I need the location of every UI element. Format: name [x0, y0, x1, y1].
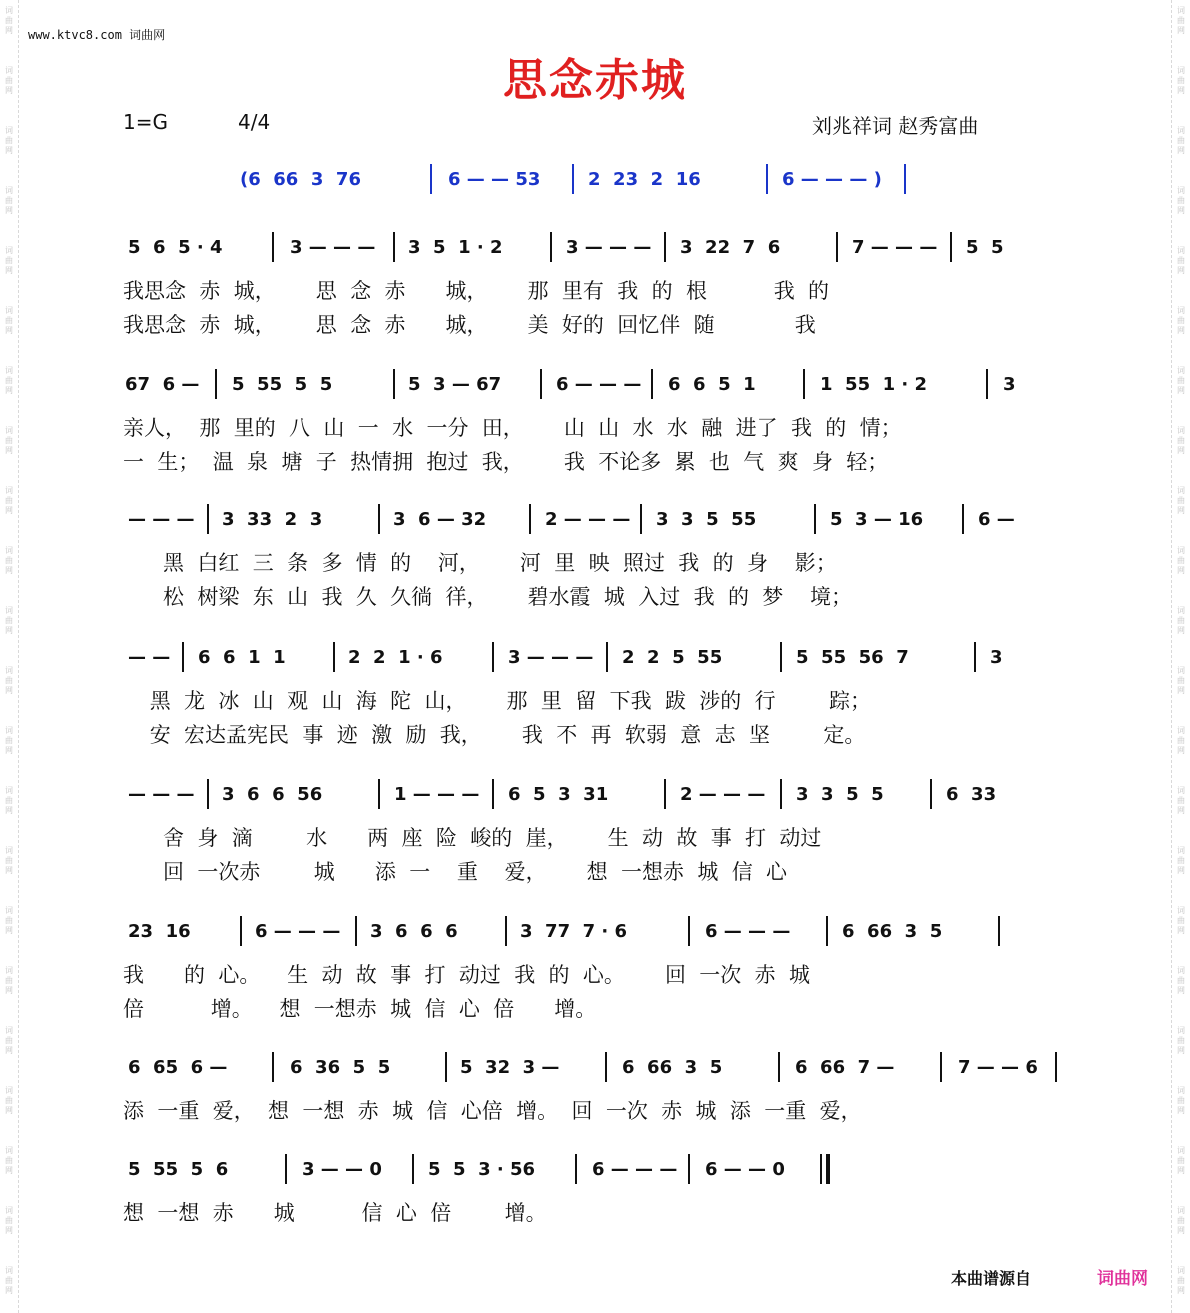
watermark-glyph: 网	[1177, 686, 1185, 695]
barline	[272, 1052, 274, 1082]
watermark-glyph: 网	[1177, 266, 1185, 275]
watermark-glyph: 网	[1177, 1286, 1185, 1295]
watermark-glyph: 网	[1177, 806, 1185, 815]
notation-line	[0, 1048, 1190, 1088]
song-title: 思念赤城	[503, 55, 687, 106]
watermark-glyph: 曲	[5, 496, 13, 505]
notation-line	[0, 500, 1190, 540]
watermark-glyph: 曲	[5, 1276, 13, 1285]
barline	[182, 642, 184, 672]
watermark-glyph: 曲	[1177, 16, 1185, 25]
measure: 6 — — —	[255, 921, 341, 942]
lyric-verse-2: 回 一次赤 城 添 一 重 爱， 想 一想赤 城 信 心	[123, 860, 788, 884]
watermark-glyph: 网	[5, 386, 13, 395]
measure: 2 2 5 55	[622, 647, 723, 668]
watermark-glyph: 网	[1177, 926, 1185, 935]
measure: 6 66 3 5	[842, 921, 943, 942]
watermark-glyph: 网	[1177, 386, 1185, 395]
lyric-verse-1: 舍 身 滴 水 两 座 险 峻的 崖， 生 动 故 事 打 动过	[123, 826, 822, 850]
watermark-glyph: 曲	[5, 616, 13, 625]
watermark-glyph: 网	[5, 566, 13, 575]
intro-measure: (6 66 3 76	[240, 169, 361, 190]
watermark-glyph: 曲	[1177, 376, 1185, 385]
barline	[240, 916, 242, 946]
watermark-glyph: 网	[1177, 146, 1185, 155]
barline	[974, 642, 976, 672]
watermark-glyph: 网	[1177, 1226, 1185, 1235]
barline	[606, 642, 608, 672]
watermark-glyph: 曲	[5, 736, 13, 745]
watermark-glyph: 曲	[1177, 136, 1185, 145]
watermark-glyph: 网	[5, 326, 13, 335]
watermark-glyph: 词	[5, 1146, 13, 1155]
measure: 6 5 3 31	[508, 784, 609, 805]
watermark-glyph: 网	[5, 86, 13, 95]
barline	[688, 916, 690, 946]
barline	[540, 369, 542, 399]
measure: 5 55 5 6	[128, 1159, 229, 1180]
watermark-glyph: 曲	[1177, 916, 1185, 925]
watermark-glyph: 网	[5, 266, 13, 275]
watermark-glyph: 网	[1177, 86, 1185, 95]
watermark-glyph: 曲	[1177, 976, 1185, 985]
measure: 3 — — 0	[302, 1159, 382, 1180]
watermark-glyph: 曲	[5, 916, 13, 925]
lyric-verse-1: 黑 白红 三 条 多 情 的 河， 河 里 映 照过 我 的 身 影；	[123, 551, 837, 575]
notation-line	[0, 638, 1190, 678]
watermark-glyph: 曲	[1177, 436, 1185, 445]
notation-line	[0, 1150, 1190, 1190]
watermark-glyph: 词	[1177, 966, 1185, 975]
lyric-verse-2: 松 树梁 东 山 我 久 久徜 徉， 碧水霞 城 入过 我 的 梦 境；	[123, 585, 853, 609]
measure: 6 36 5 5	[290, 1057, 391, 1078]
measure: 6 — — —	[556, 374, 642, 395]
watermark-glyph: 词	[5, 246, 13, 255]
watermark-glyph: 曲	[5, 796, 13, 805]
watermark-glyph: 词	[5, 666, 13, 675]
watermark-glyph: 网	[5, 26, 13, 35]
barline	[207, 779, 209, 809]
watermark-glyph: 词	[1177, 186, 1185, 195]
watermark-glyph: 网	[1177, 746, 1185, 755]
site-logo[interactable]: 词曲网	[1097, 1269, 1148, 1289]
watermark-glyph: 曲	[1177, 1096, 1185, 1105]
watermark-glyph: 词	[1177, 246, 1185, 255]
notation-line	[0, 228, 1190, 268]
watermark-glyph: 网	[5, 1106, 13, 1115]
measure: 3	[1003, 374, 1016, 395]
barline	[820, 1154, 822, 1184]
watermark-glyph: 词	[1177, 306, 1185, 315]
watermark-glyph: 词	[5, 426, 13, 435]
final-barline	[826, 1154, 830, 1184]
barline	[950, 232, 952, 262]
time-signature: 4/4	[238, 110, 271, 134]
watermark-glyph: 网	[5, 926, 13, 935]
watermark-glyph: 网	[5, 626, 13, 635]
measure: 6 — — —	[705, 921, 791, 942]
watermark-glyph: 网	[5, 206, 13, 215]
watermark-glyph: 曲	[5, 976, 13, 985]
measure: 5 6 5 · 4	[128, 237, 223, 258]
watermark-glyph: 词	[1177, 606, 1185, 615]
watermark-glyph: 词	[1177, 906, 1185, 915]
measure: 3 77 7 · 6	[520, 921, 628, 942]
intro-line	[0, 160, 1190, 200]
watermark-glyph: 曲	[1177, 796, 1185, 805]
measure: 3 33 2 3	[222, 509, 323, 530]
watermark-glyph: 网	[5, 866, 13, 875]
lyric-verse-2: 一 生； 温 泉 塘 子 热情拥 抱过 我， 我 不论多 累 也 气 爽 身 轻；	[123, 450, 889, 474]
watermark-glyph: 词	[1177, 1086, 1185, 1095]
watermark-glyph: 词	[1177, 126, 1185, 135]
watermark-glyph: 词	[1177, 666, 1185, 675]
lyric-verse-1: 我 的 心。 生 动 故 事 打 动过 我 的 心。 回 一次 赤 城	[123, 963, 811, 987]
watermark-glyph: 曲	[1177, 1276, 1185, 1285]
watermark-glyph: 曲	[1177, 556, 1185, 565]
watermark-glyph: 网	[1177, 1046, 1185, 1055]
barline	[272, 232, 274, 262]
measure: 6 6 1 1	[198, 647, 286, 668]
measure: 7 — — —	[852, 237, 938, 258]
watermark-glyph: 曲	[5, 256, 13, 265]
barline	[940, 1052, 942, 1082]
credits: 刘兆祥词 赵秀富曲	[812, 114, 979, 138]
measure: 6 65 6 —	[128, 1057, 228, 1078]
watermark-glyph: 曲	[1177, 76, 1185, 85]
measure: 23 16	[128, 921, 191, 942]
watermark-glyph: 网	[5, 1226, 13, 1235]
barline	[651, 369, 653, 399]
measure: 3 3 5 55	[656, 509, 757, 530]
measure: 3 6 6 6	[370, 921, 458, 942]
lyric-verse-1: 我思念 赤 城， 思 念 赤 城， 那 里有 我 的 根 我 的	[123, 279, 830, 303]
measure: 2 — — —	[680, 784, 766, 805]
barline	[664, 232, 666, 262]
watermark-glyph: 曲	[1177, 316, 1185, 325]
watermark-glyph: 曲	[5, 1036, 13, 1045]
measure: 6 6 5 1	[668, 374, 756, 395]
barline	[215, 369, 217, 399]
barline	[688, 1154, 690, 1184]
measure: 3 6 6 56	[222, 784, 323, 805]
watermark-glyph: 词	[1177, 66, 1185, 75]
watermark-glyph: 网	[5, 1166, 13, 1175]
watermark-glyph: 曲	[1177, 676, 1185, 685]
measure: 3 6 — 32	[393, 509, 487, 530]
measure: 6 33	[946, 784, 997, 805]
watermark-glyph: 词	[5, 966, 13, 975]
watermark-glyph: 曲	[1177, 196, 1185, 205]
watermark-glyph: 词	[5, 906, 13, 915]
watermark-glyph: 曲	[1177, 616, 1185, 625]
lyric-verse-2: 倍 增。 想 一想赤 城 信 心 倍 增。	[123, 997, 597, 1021]
watermark-glyph: 词	[1177, 1206, 1185, 1215]
watermark-glyph: 词	[1177, 1026, 1185, 1035]
measure: 3 — — —	[290, 237, 376, 258]
lyric-verse-1: 亲人， 那 里的 八 山 一 水 一分 田， 山 山 水 水 融 进了 我 的 情；	[123, 416, 902, 440]
barline	[998, 916, 1000, 946]
measure: 5 55 56 7	[796, 647, 909, 668]
barline	[378, 504, 380, 534]
lyric-verse-2: 安 宏达孟宪民 事 迹 激 励 我， 我 不 再 软弱 意 志 坚 定。	[123, 723, 866, 747]
watermark-glyph: 网	[1177, 26, 1185, 35]
barline	[207, 504, 209, 534]
notation-line	[0, 912, 1190, 952]
barline	[803, 369, 805, 399]
measure: 3	[990, 647, 1003, 668]
measure: 2 — — —	[545, 509, 631, 530]
barline	[986, 369, 988, 399]
watermark-glyph: 网	[1177, 626, 1185, 635]
barline	[640, 504, 642, 534]
barline	[550, 232, 552, 262]
lyric-verse-1: 黑 龙 冰 山 观 山 海 陀 山， 那 里 留 下我 跋 涉的 行 踪；	[123, 689, 872, 713]
measure: 5 55 5 5	[232, 374, 333, 395]
watermark-glyph: 网	[5, 986, 13, 995]
barline	[355, 916, 357, 946]
measure: 3 5 1 · 2	[408, 237, 503, 258]
watermark-glyph: 词	[5, 1206, 13, 1215]
measure: 6 — — —	[592, 1159, 678, 1180]
watermark-glyph: 网	[5, 506, 13, 515]
barline	[393, 232, 395, 262]
watermark-glyph: 词	[5, 1026, 13, 1035]
watermark-glyph: 词	[1177, 726, 1185, 735]
watermark-glyph: 曲	[5, 436, 13, 445]
watermark-glyph: 词	[5, 186, 13, 195]
watermark-glyph: 词	[5, 546, 13, 555]
lyric-verse-1: 添 一重 爱， 想 一想 赤 城 信 心倍 增。 回 一次 赤 城 添 一重 爱，	[123, 1099, 862, 1123]
lyric-verse-1: 想 一想 赤 城 信 心 倍 增。	[123, 1201, 547, 1225]
watermark-glyph: 网	[1177, 1106, 1185, 1115]
watermark-glyph: 曲	[5, 676, 13, 685]
barline	[826, 916, 828, 946]
watermark-glyph: 词	[5, 846, 13, 855]
measure: 6 66 3 5	[622, 1057, 723, 1078]
watermark-glyph: 词	[1177, 846, 1185, 855]
watermark-glyph: 曲	[1177, 1036, 1185, 1045]
barline	[814, 504, 816, 534]
watermark-glyph: 词	[5, 486, 13, 495]
measure: 3 — — —	[508, 647, 594, 668]
watermark-glyph: 曲	[5, 136, 13, 145]
measure: 3 — — —	[566, 237, 652, 258]
barline	[1055, 1052, 1057, 1082]
watermark-glyph: 曲	[1177, 736, 1185, 745]
intro-measure: 6 — — 53	[448, 169, 541, 190]
barline	[836, 232, 838, 262]
site-url[interactable]: www.ktvc8.com 词曲网	[28, 28, 166, 42]
barline	[778, 1052, 780, 1082]
source-label: 本曲谱源自	[951, 1269, 1032, 1288]
watermark-glyph: 词	[1177, 786, 1185, 795]
barline	[605, 1052, 607, 1082]
watermark-glyph: 网	[1177, 506, 1185, 515]
barline	[572, 164, 574, 194]
watermark-glyph: 词	[1177, 1266, 1185, 1275]
lyric-verse-2: 我思念 赤 城， 思 念 赤 城， 美 好的 回忆伴 随 我	[123, 313, 816, 337]
watermark-glyph: 网	[1177, 986, 1185, 995]
measure: 2 2 1 · 6	[348, 647, 443, 668]
measure: 3 3 5 5	[796, 784, 884, 805]
watermark-glyph: 词	[5, 6, 13, 15]
barline	[930, 779, 932, 809]
intro-measure: 2 23 2 16	[588, 169, 701, 190]
key-signature: 1=G	[123, 110, 168, 134]
measure: 5 32 3 —	[460, 1057, 560, 1078]
barline	[445, 1052, 447, 1082]
watermark-glyph: 词	[1177, 6, 1185, 15]
measure: 5 3 — 16	[830, 509, 924, 530]
barline	[412, 1154, 414, 1184]
watermark-glyph: 曲	[5, 556, 13, 565]
watermark-glyph: 网	[5, 446, 13, 455]
barline	[492, 779, 494, 809]
barline	[393, 369, 395, 399]
measure: — —	[128, 647, 171, 668]
barline	[575, 1154, 577, 1184]
watermark-glyph: 曲	[5, 856, 13, 865]
barline	[780, 642, 782, 672]
watermark-glyph: 曲	[5, 316, 13, 325]
measure: 5 5	[966, 237, 1004, 258]
barline	[766, 164, 768, 194]
watermark-glyph: 曲	[1177, 856, 1185, 865]
watermark-glyph: 网	[5, 146, 13, 155]
watermark-glyph: 网	[5, 686, 13, 695]
watermark-glyph: 词	[5, 306, 13, 315]
watermark-glyph: 曲	[5, 1096, 13, 1105]
watermark-glyph: 曲	[5, 196, 13, 205]
watermark-glyph: 网	[5, 1046, 13, 1055]
barline	[492, 642, 494, 672]
watermark-glyph: 曲	[5, 16, 13, 25]
watermark-glyph: 词	[5, 606, 13, 615]
watermark-glyph: 网	[5, 1286, 13, 1295]
watermark-glyph: 词	[5, 126, 13, 135]
watermark-glyph: 曲	[1177, 496, 1185, 505]
barline	[904, 164, 906, 194]
measure: 6 —	[978, 509, 1015, 530]
watermark-glyph: 网	[1177, 866, 1185, 875]
watermark-glyph: 词	[1177, 486, 1185, 495]
measure: — — —	[128, 784, 195, 805]
barline	[333, 642, 335, 672]
intro-measure: 6 — — — )	[782, 169, 882, 190]
watermark-glyph: 词	[5, 1266, 13, 1275]
watermark-glyph: 词	[5, 726, 13, 735]
watermark-glyph: 曲	[5, 1216, 13, 1225]
measure: 67 6 —	[125, 374, 200, 395]
measure: 5 3 — 67	[408, 374, 502, 395]
watermark-glyph: 曲	[1177, 1216, 1185, 1225]
barline	[780, 779, 782, 809]
watermark-glyph: 曲	[1177, 1156, 1185, 1165]
measure: 5 5 3 · 56	[428, 1159, 536, 1180]
watermark-glyph: 词	[1177, 1146, 1185, 1155]
barline	[664, 779, 666, 809]
watermark-glyph: 网	[1177, 326, 1185, 335]
barline	[430, 164, 432, 194]
watermark-glyph: 词	[5, 66, 13, 75]
watermark-glyph: 曲	[5, 1156, 13, 1165]
measure: 1 — — —	[394, 784, 480, 805]
barline	[285, 1154, 287, 1184]
watermark-glyph: 网	[5, 806, 13, 815]
watermark-glyph: 词	[5, 1086, 13, 1095]
measure: — — —	[128, 509, 195, 530]
watermark-glyph: 词	[1177, 426, 1185, 435]
watermark-glyph: 曲	[5, 76, 13, 85]
measure: 6 — — 0	[705, 1159, 785, 1180]
watermark-glyph: 网	[1177, 566, 1185, 575]
watermark-glyph: 词	[1177, 366, 1185, 375]
watermark-glyph: 网	[1177, 1166, 1185, 1175]
watermark-glyph: 网	[1177, 446, 1185, 455]
watermark-glyph: 曲	[5, 376, 13, 385]
watermark-glyph: 词	[5, 786, 13, 795]
measure: 7 — — 6	[958, 1057, 1038, 1078]
notation-line	[0, 775, 1190, 815]
watermark-glyph: 网	[5, 746, 13, 755]
measure: 6 66 7 —	[795, 1057, 895, 1078]
barline	[378, 779, 380, 809]
measure: 1 55 1 · 2	[820, 374, 928, 395]
watermark-glyph: 曲	[1177, 256, 1185, 265]
barline	[962, 504, 964, 534]
barline	[505, 916, 507, 946]
notation-line	[0, 365, 1190, 405]
watermark-glyph: 词	[1177, 546, 1185, 555]
watermark-glyph: 词	[5, 366, 13, 375]
watermark-glyph: 网	[1177, 206, 1185, 215]
measure: 3 22 7 6	[680, 237, 781, 258]
barline	[529, 504, 531, 534]
